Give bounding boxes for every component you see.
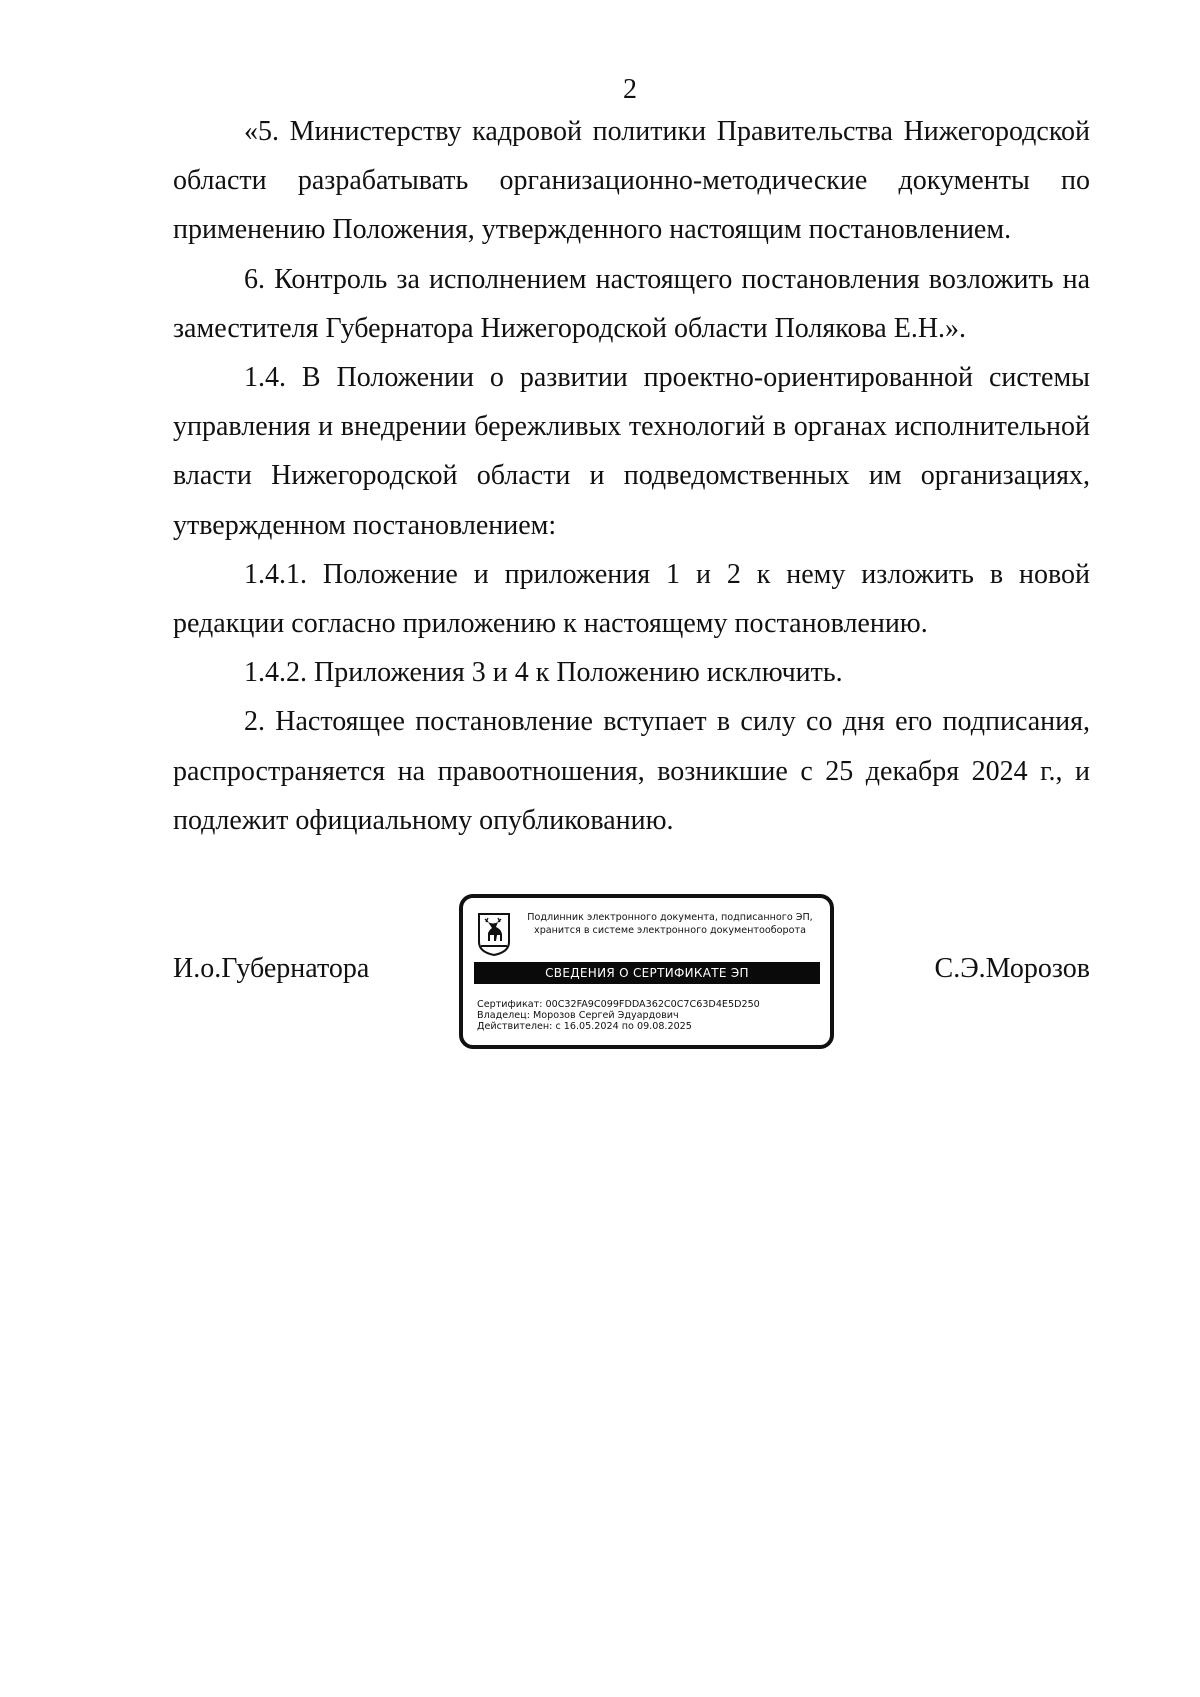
stamp-details: [477, 999, 822, 1032]
paragraph-1-4-2: 1.4.2. Приложения 3 и 4 к Положению исключить.: [244, 657, 843, 689]
certificate-validity: Действителен: с 16.05.2024 по 09.08.2025: [477, 1021, 692, 1032]
page-number: 2: [623, 74, 637, 105]
paragraph-1-4-1: 1.4.1. Положение и приложения 1 и 2 к нему изложить в новой редакции согласно приложению к настоящему постановлению.: [173, 558, 1090, 640]
paragraph-item-6: 6. Контроль за исполнением настоящего постановления возложить на заместителя Губернатора Нижегородской области Полякова Е.Н.».: [173, 263, 1090, 344]
certificate-owner: Владелец: Морозов Сергей Эдуардович: [477, 1010, 679, 1021]
document-body: [173, 107, 1090, 845]
paragraph-2: 2. Настоящее постановление вступает в силу со дня его подписания, распространяется на правоотношения, возникшие с 25 декабря 2024 г., и подлежит официальному опубликованию.: [173, 706, 1090, 836]
signature-block: [173, 888, 1090, 1060]
stamp-header: [515, 911, 825, 937]
paragraph-item-5: «5. Министерству кадровой политики Правительства Нижегородской области разрабатывать организационно-методические документы по применению Положения, утвержденного настоящим постановлением.: [173, 116, 1090, 246]
electronic-signature-stamp: [459, 894, 834, 1049]
paragraph-1-4: 1.4. В Положении о развитии проектно-ориентированной системы управления и внедрении бережливых технологий в органах исполнительной власти Нижегородской области и подведомственных им организациях, утвержденном постановлением:: [173, 362, 1090, 541]
certificate-number: Сертификат: 00C32FA9C099FDDA362C0C7C63D4E5D250: [477, 999, 760, 1010]
signatory-title: И.о.Губернатора: [173, 953, 370, 984]
coat-of-arms-deer-icon: [477, 912, 511, 956]
stamp-header-line2: хранится в системе электронного документооборота: [534, 925, 806, 936]
signatory-name: С.Э.Морозов: [934, 953, 1090, 984]
stamp-header-line1: Подлинник электронного документа, подписанного ЭП,: [527, 912, 813, 923]
stamp-certificate-bar: СВЕДЕНИЯ О СЕРТИФИКАТЕ ЭП: [474, 962, 820, 984]
